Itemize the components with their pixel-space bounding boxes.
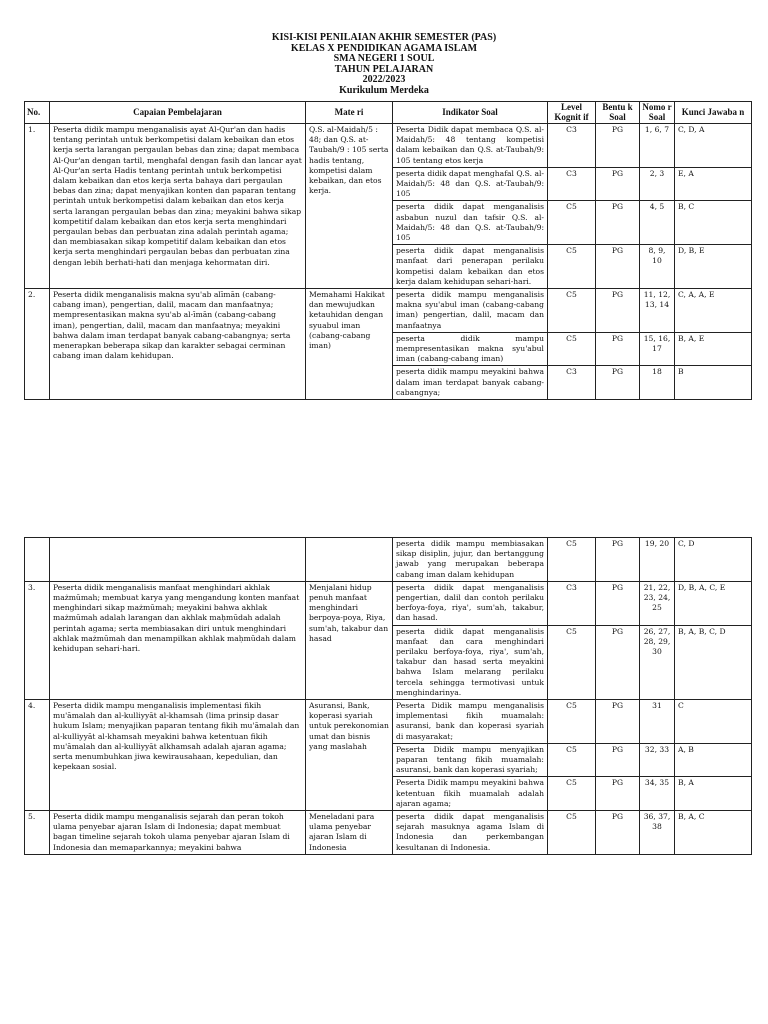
bentuk-soal: PG — [596, 201, 640, 245]
indikator-soal: Peserta Didik mampu menganalisis implementasi fikih muamalah: asuransi, bank dan koperasi syariah di masyarakat; — [393, 700, 548, 744]
nomor-soal: 18 — [640, 366, 675, 400]
table-row — [25, 811, 752, 855]
row-number: 4. — [25, 700, 50, 811]
kunci-jawaban: B — [675, 366, 752, 400]
level-kognitif: C3 — [548, 581, 596, 625]
capaian-pembelajaran: Peserta didik menganalisis manfaat menghindari akhlak mażmūmah; membuat karya yang mengandung konten manfaat menghindari sikap mażmūmah; meyakini bahwa akhlak mażmūmah adalah larangan dan akhlak maḥmūdah adalah perintah agama; serta membiasakan diri untuk menghindari akhlak mażmūmah dan menampilkan akhlak maḥmūdah dalam kehidupan sehari-hari. — [50, 581, 306, 699]
kunci-jawaban: B, A — [675, 777, 752, 811]
materi: Meneladani para ulama penyebar ajaran Islam di Indonesia — [306, 811, 393, 855]
row-number: 5. — [25, 811, 50, 855]
kunci-jawaban: C, A, A, E — [675, 289, 752, 333]
table-header-row — [25, 102, 752, 124]
capaian-pembelajaran — [50, 538, 306, 582]
nomor-soal: 36, 37, 38 — [640, 811, 675, 855]
col-header-capaian: Capaian Pembelajaran — [50, 102, 306, 124]
bentuk-soal: PG — [596, 366, 640, 400]
indikator-soal: Peserta Didik dapat membaca Q.S. al- Maidah/5: 48 tentang kompetisi dalam kebaikan dan Q.S. at-Taubah/9: 105 tentang etos kerja — [393, 124, 548, 168]
bentuk-soal: PG — [596, 289, 640, 333]
nomor-soal: 11, 12, 13, 14 — [640, 289, 675, 333]
header-year: 2022/2023 — [362, 74, 406, 85]
table-body-page-1 — [25, 124, 752, 400]
bentuk-soal: PG — [596, 538, 640, 582]
nomor-soal: 34, 35 — [640, 777, 675, 811]
kunci-jawaban: B, A, E — [675, 332, 752, 366]
kunci-jawaban: B, A, B, C, D — [675, 625, 752, 699]
nomor-soal: 32, 33 — [640, 743, 675, 777]
col-header-level: Level Kognit if — [548, 102, 596, 124]
kunci-jawaban: C — [675, 700, 752, 744]
bentuk-soal: PG — [596, 167, 640, 201]
nomor-soal: 1, 6, 7 — [640, 124, 675, 168]
nomor-soal: 15, 16, 17 — [640, 332, 675, 366]
nomor-soal: 21, 22, 23, 24, 25 — [640, 581, 675, 625]
level-kognitif: C5 — [548, 743, 596, 777]
indikator-soal: peserta didik mampu menganalisis makna syu'abul iman (cabang-cabang iman) pengertian, dalil, macam dan manfaatnya — [393, 289, 548, 333]
level-kognitif: C5 — [548, 245, 596, 289]
level-kognitif: C5 — [548, 201, 596, 245]
bentuk-soal: PG — [596, 332, 640, 366]
level-kognitif: C5 — [548, 811, 596, 855]
materi: Menjalani hidup penuh manfaat menghindari berpoya-poya, Riya, sum'ah, takabur dan hasad — [306, 581, 393, 699]
nomor-soal: 8, 9, 10 — [640, 245, 675, 289]
level-kognitif: C5 — [548, 538, 596, 582]
kunci-jawaban: E, A — [675, 167, 752, 201]
indikator-soal: peserta didik dapat menganalisis manfaat dan cara menghindari perilaku berfoya-foya, riya', sum'ah, takabur dan hasad serta meyakini bahwa Islam melarang perilaku tercela sehingga termotivasi untuk menghindarinya. — [393, 625, 548, 699]
bentuk-soal: PG — [596, 777, 640, 811]
header-school: SMA NEGERI 1 SOUL — [333, 53, 435, 64]
header-curriculum: Kurikulum Merdeka — [339, 84, 429, 96]
bentuk-soal: PG — [596, 700, 640, 744]
capaian-pembelajaran: Peserta didik mampu menganalisis ayat Al-Qur'an dan hadis tentang perintah untuk berkompetisi dalam kebaikan dan etos kerja serta larangan pergaulan bebas dan zina; dapat membaca Al-Qur'an dengan tartil, menghafal dengan fasih dan lancar ayat Al-Qur'an serta Hadis tentang perintah untuk berkompetisi dalam kebaikan dan etos kerja serta bahaya dari pergaulan bebas dan zina; dapat menyajikan konten dan paparan tentang perintah untuk berkompetisi dalam kebaikan dan etos kerja serta larangan pergaulan bebas dan zina; meyakini bahwa sikap kompetitif dalam kebaikan dan etos kerja serta menghindari pergaulan bebas dan perbuatan zina adalah perintah agama; dan membiasakan sikap kompetitif dalam kebaikan dan etos kerja serta menghindari pergaulan bebas dan perbuatan zina dengan lebih berhati-hati dan menjaga kehormatan diri. — [50, 124, 306, 289]
capaian-pembelajaran: Peserta didik menganalisis makna syu'ab alīmān (cabang-cabang iman), pengertian, dalil, macam dan manfaatnya; mempresentasikan makna syu'ab al-īmān (cabang-cabang iman), pengertian, dalil, macam dan manfaatnya; meyakini bahwa dalam iman terdapat banyak cabang-cabangnya; serta menerapkan beberapa sikap dan karakter sebagai cerminan cabang iman dalam kehidupan. — [50, 289, 306, 400]
level-kognitif: C5 — [548, 777, 596, 811]
kunci-jawaban: B, A, C — [675, 811, 752, 855]
indikator-soal: Peserta Didik mampu meyakini bahwa ketentuan fikih muamalah adalah ajaran agama; — [393, 777, 548, 811]
indikator-soal: peserta didik dapat menganalisis manfaat dari penerapan perilaku kompetisi dalam kebaikan dan etos kerja dalam kehidupan sehari-hari. — [393, 245, 548, 289]
header-year-label: TAHUN PELAJARAN — [334, 63, 434, 75]
level-kognitif: C3 — [548, 366, 596, 400]
table-row — [25, 700, 752, 744]
level-kognitif: C5 — [548, 700, 596, 744]
col-header-kunci: Kunci Jawaba n — [675, 102, 752, 124]
kunci-jawaban: B, C — [675, 201, 752, 245]
bentuk-soal: PG — [596, 124, 640, 168]
indikator-soal: peserta didik mampu meyakini bahwa dalam iman terdapat banyak cabang-cabangnya; — [393, 366, 548, 400]
nomor-soal: 4, 5 — [640, 201, 675, 245]
table-row — [25, 124, 752, 168]
capaian-pembelajaran: Peserta didik mampu menganalisis sejarah dan peran tokoh ulama penyebar ajaran Islam di Indonesia; dapat membuat bagan timeline sejarah tokoh ulama penyebar ajaran Islam di Indonesia dan memaparkannya; meyakini bahwa — [50, 811, 306, 855]
col-header-bentuk: Bentu k Soal — [596, 102, 640, 124]
col-header-indikator: Indikator Soal — [393, 102, 548, 124]
table-row — [25, 538, 752, 582]
table-row — [25, 581, 752, 625]
bentuk-soal: PG — [596, 245, 640, 289]
materi — [306, 538, 393, 582]
kunci-jawaban: D, B, E — [675, 245, 752, 289]
level-kognitif: C5 — [548, 625, 596, 699]
row-number: 2. — [25, 289, 50, 400]
col-header-materi: Mate ri — [306, 102, 393, 124]
indikator-soal: peserta didik mampu membiasakan sikap disiplin, jujur, dan bertanggung jawab yang merupakan beberapa cabang iman dalam kehidupan — [393, 538, 548, 582]
level-kognitif: C3 — [548, 167, 596, 201]
kunci-jawaban: C, D — [675, 538, 752, 582]
table-row — [25, 289, 752, 333]
row-number — [25, 538, 50, 582]
bentuk-soal: PG — [596, 581, 640, 625]
indikator-soal: peserta didik dapat menganalisis pengertian, dalil dan contoh perilaku berfoya-foya, riya', sum'ah, takabur, dan hasad. — [393, 581, 548, 625]
header-title: KISI-KISI PENILAIAN AKHIR SEMESTER (PAS) — [271, 32, 497, 43]
level-kognitif: C5 — [548, 332, 596, 366]
kunci-jawaban: C, D, A — [675, 124, 752, 168]
document-header — [0, 33, 768, 96]
indikator-soal: peserta didik dapat menganalisis sejarah masuknya agama Islam di Indonesia dan perkembangan kesultanan di Indonesia. — [393, 811, 548, 855]
indikator-soal: peserta didik mampu mempresentasikan makna syu'abul iman (cabang-cabang iman) — [393, 332, 548, 366]
nomor-soal: 26, 27, 28, 29, 30 — [640, 625, 675, 699]
level-kognitif: C5 — [548, 289, 596, 333]
level-kognitif: C3 — [548, 124, 596, 168]
capaian-pembelajaran: Peserta didik mampu menganalisis implementasi fikih mu'āmalah dan al-kulliyyāt al-khamsah (lima prinsip dasar hukum Islam; menyajikan paparan tentang fikih mu'āmalah dan al-kulliyyāt al-khamsah meyakini bahwa ketentuan fikih mu'āmalah dan al-kulliyyāt alkhamsah adalah ajaran agama; serta menumbuhkan jiwa kewirausahaan, kepedulian, dan kepekaan sosial. — [50, 700, 306, 811]
kisi-kisi-table-page-1 — [24, 101, 752, 400]
indikator-soal: Peserta Didik mampu menyajikan paparan tentang fikih muamalah: asuransi, bank dan koperasi syariah; — [393, 743, 548, 777]
row-number: 1. — [25, 124, 50, 289]
materi: Memahami Hakikat dan mewujudkan ketauhidan dengan syuabul iman (cabang-cabang iman) — [306, 289, 393, 400]
nomor-soal: 19, 20 — [640, 538, 675, 582]
header-class: KELAS X PENDIDIKAN AGAMA ISLAM — [290, 42, 478, 54]
nomor-soal: 2, 3 — [640, 167, 675, 201]
bentuk-soal: PG — [596, 811, 640, 855]
nomor-soal: 31 — [640, 700, 675, 744]
col-header-no: No. — [25, 102, 50, 124]
materi: Q.S. al-Maidah/5 : 48; dan Q.S. at- Taubah/9 : 105 serta hadis tentang, kompetisi dalam kebaikan, dan etos kerja. — [306, 124, 393, 289]
indikator-soal: peserta didik dapat menganalisis asbabun nuzul dan tafsir Q.S. al-Maidah/5: 48 dan Q.S. at-Taubah/9: 105 — [393, 201, 548, 245]
kunci-jawaban: D, B, A, C, E — [675, 581, 752, 625]
table-body-page-2 — [25, 538, 752, 855]
bentuk-soal: PG — [596, 743, 640, 777]
row-number: 3. — [25, 581, 50, 699]
kisi-kisi-table-page-2 — [24, 537, 752, 855]
kunci-jawaban: A, B — [675, 743, 752, 777]
materi: Asuransi, Bank, koperasi syariah untuk perekonomian umat dan bisnis yang maslahah — [306, 700, 393, 811]
indikator-soal: peserta didik dapat menghafal Q.S. al-Maidah/5: 48 dan Q.S. at-Taubah/9: 105 — [393, 167, 548, 201]
col-header-nomor: Nomo r Soal — [640, 102, 675, 124]
bentuk-soal: PG — [596, 625, 640, 699]
